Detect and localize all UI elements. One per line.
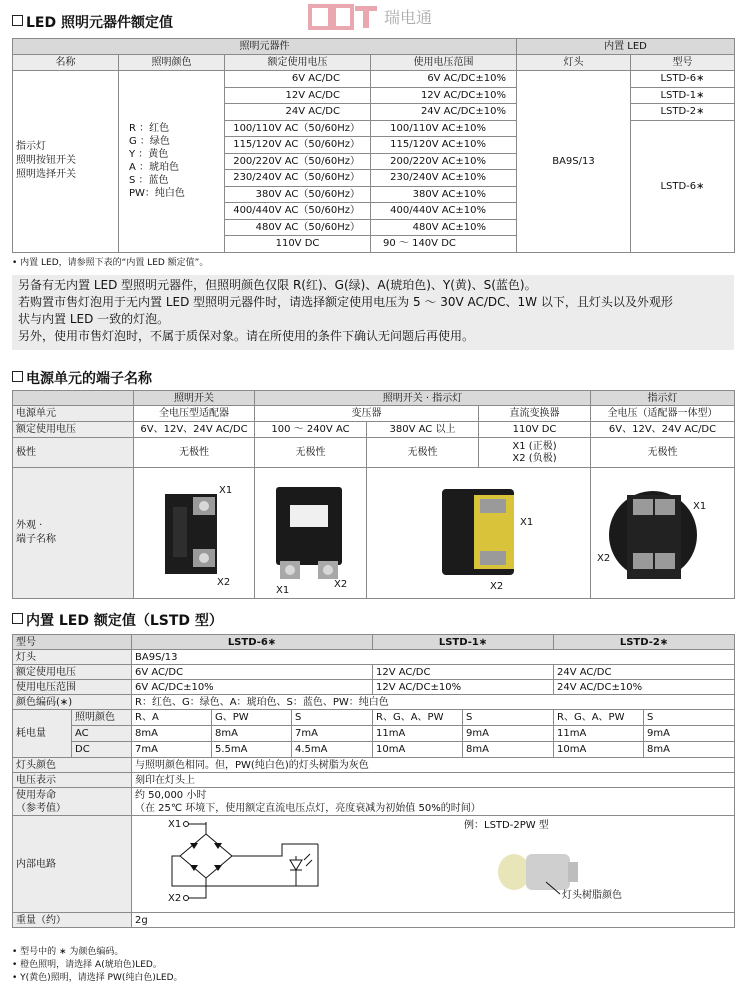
- row-label: 极性: [13, 438, 134, 468]
- rated-voltage: 380V AC 以上: [367, 422, 479, 438]
- group-header-builtin-led: 内置 LED: [517, 39, 735, 55]
- svg-text:灯头树脂颜色: 灯头树脂颜色: [562, 890, 622, 901]
- notice-line: 另备有无内置 LED 型照明元器件，但照明颜色仅限 R(红)、G(绿)、A(琥珀色)、Y(黄)、S(蓝色)。: [18, 278, 537, 292]
- row-label: 灯头颜色: [13, 758, 132, 773]
- group-header: 指示灯: [591, 391, 735, 406]
- section-title-led-ratings: LED 照明元器件额定值: [12, 14, 173, 32]
- notice-line: 若购置市售灯泡用于无内置 LED 型照明元器件时，请选择额定使用电压为 5 ～ 30V AC/DC、1W 以下，且灯头以及外观形: [18, 295, 673, 309]
- group-header-lighting: 照明元器件: [13, 39, 517, 55]
- color-group: S: [463, 710, 554, 726]
- life-condition: （在 25℃ 环境下，使用额定直流电压点灯，亮度衰减为初始值 50%的时间）: [135, 802, 481, 814]
- color-item: S ：蓝色: [129, 175, 169, 187]
- sub-label: 照明颜色: [72, 710, 132, 726]
- rated-voltage: 480V AC（50/60Hz）: [225, 219, 371, 236]
- svg-text:X1: X1: [519, 517, 533, 528]
- checkbox-square-icon: [12, 613, 23, 624]
- col-header: 照明颜色: [119, 55, 225, 71]
- current-dc: 10mA: [554, 742, 644, 758]
- sub-label: DC: [72, 742, 132, 758]
- photo-cell: [591, 468, 735, 599]
- lens-color: 与照明颜色相同。但，PW(纯白色)的灯头树脂为灰色: [132, 758, 735, 773]
- converter-photo-icon: [404, 469, 554, 597]
- power-unit-type: 变压器: [255, 406, 479, 422]
- rated-voltage: 200/220V AC（50/60Hz）: [225, 153, 371, 170]
- polarity: 无极性: [591, 438, 735, 468]
- current-dc: 5.5mA: [212, 742, 292, 758]
- voltage-range: 6V AC/DC±10%: [371, 71, 517, 88]
- color-group: G、PW: [212, 710, 292, 726]
- led-ratings-table: [12, 38, 735, 253]
- svg-text:X2: X2: [217, 577, 231, 588]
- base-value: BA9S/13: [132, 650, 735, 665]
- row-label: 电源单元: [13, 406, 134, 422]
- svg-text:X1: X1: [219, 485, 233, 496]
- svg-text:例：LSTD-2PW 型: 例：LSTD-2PW 型: [464, 820, 549, 831]
- voltage-range: 12V AC/DC±10%: [373, 680, 554, 695]
- current-ac: 9mA: [463, 726, 554, 742]
- row-label-life: [13, 788, 132, 816]
- colors-cell: [119, 71, 225, 253]
- voltage-range: 380V AC±10%: [371, 186, 517, 203]
- svg-text:X2: X2: [596, 553, 610, 564]
- svg-text:X2: X2: [489, 581, 503, 592]
- rated-voltage: 24V AC/DC: [225, 104, 371, 121]
- voltage-range: 400/440V AC±10%: [371, 203, 517, 220]
- component-name: 指示灯: [16, 141, 46, 153]
- current-ac: 7mA: [292, 726, 373, 742]
- color-group: R、A: [132, 710, 212, 726]
- current-dc: 7mA: [132, 742, 212, 758]
- row-label: 型号: [13, 635, 132, 650]
- voltage-range: 24V AC/DC±10%: [371, 104, 517, 121]
- voltage-range: 24V AC/DC±10%: [554, 680, 735, 695]
- row-label: 外观 ·: [16, 520, 43, 531]
- checkbox-square-icon: [12, 371, 23, 382]
- color-item: A ：琥珀色: [129, 162, 180, 174]
- color-item: R ：红色: [129, 123, 170, 135]
- model-code: LSTD-6∗: [631, 120, 735, 252]
- current-ac: 8mA: [132, 726, 212, 742]
- transformer-photo-icon: [256, 469, 366, 597]
- row-label: 额定使用电压: [13, 422, 134, 438]
- rated-voltage: 12V AC/DC: [225, 87, 371, 104]
- service-life: [132, 788, 735, 816]
- row-label: 使用寿命: [16, 789, 56, 801]
- svg-text:X1: X1: [275, 585, 289, 596]
- group-header: 照明开关: [134, 391, 255, 406]
- sub-label: AC: [72, 726, 132, 742]
- current-dc: 10mA: [373, 742, 463, 758]
- rated-voltage: 6V AC/DC: [132, 665, 373, 680]
- col-header: 使用电压范围: [371, 55, 517, 71]
- photo-cell: [255, 468, 367, 599]
- color-code: R：红色、G：绿色、A：琥珀色、S：蓝色、PW：纯白色: [132, 695, 735, 710]
- rated-voltage: 100 ～ 240V AC: [255, 422, 367, 438]
- voltage-range: 480V AC±10%: [371, 219, 517, 236]
- voltage-range: 90 ～ 140V DC: [371, 236, 517, 253]
- svg-text:X1: X1: [692, 501, 706, 512]
- rated-voltage: 6V、12V、24V AC/DC: [134, 422, 255, 438]
- row-label: 额定使用电压: [13, 665, 132, 680]
- svg-text:X2: X2: [168, 893, 182, 904]
- power-unit-table: [12, 390, 735, 599]
- polarity-dc: [479, 438, 591, 468]
- row-label: 重量（约）: [13, 913, 132, 928]
- circuit-cell: [132, 816, 735, 913]
- model-header: LSTD-6∗: [132, 635, 373, 650]
- row-label: 端子名称: [16, 534, 56, 545]
- svg-text:X1: X1: [168, 819, 182, 830]
- rated-voltage: 12V AC/DC: [373, 665, 554, 680]
- polarity-positive: X1 (正极): [512, 440, 557, 452]
- row-label: 内部电路: [13, 816, 132, 913]
- rated-voltage: 115/120V AC（50/60Hz）: [225, 137, 371, 154]
- color-group: S: [644, 710, 735, 726]
- section-title-lstd: 内置 LED 额定值（LSTD 型）: [12, 612, 223, 630]
- voltage-range: 200/220V AC±10%: [371, 153, 517, 170]
- life-value: 约 50,000 小时: [135, 789, 207, 801]
- voltage-range: 6V AC/DC±10%: [132, 680, 373, 695]
- rated-voltage: 380V AC（50/60Hz）: [225, 186, 371, 203]
- internal-circuit-diagram: [132, 816, 728, 912]
- footnote: • Y(黄色)照明，请选择 PW(纯白色)LED。: [12, 973, 183, 983]
- brand-logo: [308, 4, 444, 30]
- section-title-terminals: 电源单元的端子名称: [12, 370, 152, 388]
- model-header: LSTD-1∗: [373, 635, 554, 650]
- color-group: S: [292, 710, 373, 726]
- voltage-range: 115/120V AC±10%: [371, 137, 517, 154]
- voltage-range: 230/240V AC±10%: [371, 170, 517, 187]
- photo-cell: [134, 468, 255, 599]
- rated-voltage: 110V DC: [479, 422, 591, 438]
- voltage-range: 12V AC/DC±10%: [371, 87, 517, 104]
- rated-voltage: 100/110V AC（50/60Hz）: [225, 120, 371, 137]
- footnote: • 型号中的 ∗ 为颜色编码。: [12, 947, 124, 957]
- group-header: 照明开关 · 指示灯: [255, 391, 591, 406]
- power-unit-type: 直流变换器: [479, 406, 591, 422]
- model-header: LSTD-2∗: [554, 635, 735, 650]
- rated-voltage: 6V AC/DC: [225, 71, 371, 88]
- col-header: 型号: [631, 55, 735, 71]
- row-label: 耗电量: [13, 710, 72, 758]
- col-header: 名称: [13, 55, 119, 71]
- color-item: PW：纯白色: [129, 188, 185, 200]
- photo-cell: [367, 468, 591, 599]
- checkbox-square-icon: [12, 15, 23, 26]
- power-unit-type: 全电压（适配器一体型）: [591, 406, 735, 422]
- row-label-appearance: [13, 468, 134, 599]
- component-name: 照明按钮开关: [16, 155, 76, 167]
- footnote-builtin-led: • 内置 LED，请参照下表的“内置 LED 额定值”。: [12, 258, 209, 268]
- voltage-marking: 刻印在灯头上: [132, 773, 735, 788]
- current-ac: 11mA: [373, 726, 463, 742]
- notice-box: [12, 275, 734, 350]
- model-code: LSTD-6∗: [631, 71, 735, 88]
- weight-value: 2g: [132, 913, 735, 928]
- rated-voltage: 400/440V AC（50/60Hz）: [225, 203, 371, 220]
- rated-voltage: 6V、12V、24V AC/DC: [591, 422, 735, 438]
- svg-text:瑞电通: 瑞电通: [384, 8, 433, 27]
- polarity: 无极性: [255, 438, 367, 468]
- footnote: • 橙色照明，请选择 A(琥珀色)LED。: [12, 960, 162, 970]
- polarity-negative: X2 (负极): [512, 452, 557, 464]
- color-item: G ：绿色: [129, 136, 170, 148]
- current-ac: 11mA: [554, 726, 644, 742]
- col-header: 灯头: [517, 55, 631, 71]
- current-dc: 8mA: [644, 742, 735, 758]
- rated-voltage: 24V AC/DC: [554, 665, 735, 680]
- col-header: 额定使用电压: [225, 55, 371, 71]
- power-unit-type: 全电压型适配器: [134, 406, 255, 422]
- polarity: 无极性: [134, 438, 255, 468]
- adapter-photo-icon: [135, 469, 253, 597]
- color-group: R、G、A、PW: [554, 710, 644, 726]
- component-names-cell: [13, 71, 119, 253]
- voltage-range: 100/110V AC±10%: [371, 120, 517, 137]
- model-code: LSTD-1∗: [631, 87, 735, 104]
- current-dc: 8mA: [463, 742, 554, 758]
- row-label: 电压表示: [13, 773, 132, 788]
- base-type: BA9S/13: [517, 71, 631, 253]
- row-label: 灯头: [13, 650, 132, 665]
- polarity: 无极性: [367, 438, 479, 468]
- current-ac: 9mA: [644, 726, 735, 742]
- model-code: LSTD-2∗: [631, 104, 735, 121]
- row-label: （参考值）: [16, 802, 66, 814]
- integrated-adapter-photo-icon: [593, 469, 733, 597]
- row-label: 使用电压范围: [13, 680, 132, 695]
- current-dc: 4.5mA: [292, 742, 373, 758]
- row-label: 颜色编码(∗): [13, 695, 132, 710]
- notice-line: 状与内置 LED 一致的灯泡。: [18, 312, 170, 326]
- svg-text:X2: X2: [333, 579, 347, 590]
- color-item: Y ：黄色: [129, 149, 169, 161]
- rated-voltage: 110V DC: [225, 236, 371, 253]
- component-name: 照明选择开关: [16, 169, 76, 181]
- notice-line: 另外，使用市售灯泡时，不属于质保对象。请在所使用的条件下确认无问题后再使用。: [18, 329, 475, 343]
- lstd-ratings-table: [12, 634, 735, 928]
- corner-cell: [13, 391, 134, 406]
- color-group: R、G、A、PW: [373, 710, 463, 726]
- rated-voltage: 230/240V AC（50/60Hz）: [225, 170, 371, 187]
- current-ac: 8mA: [212, 726, 292, 742]
